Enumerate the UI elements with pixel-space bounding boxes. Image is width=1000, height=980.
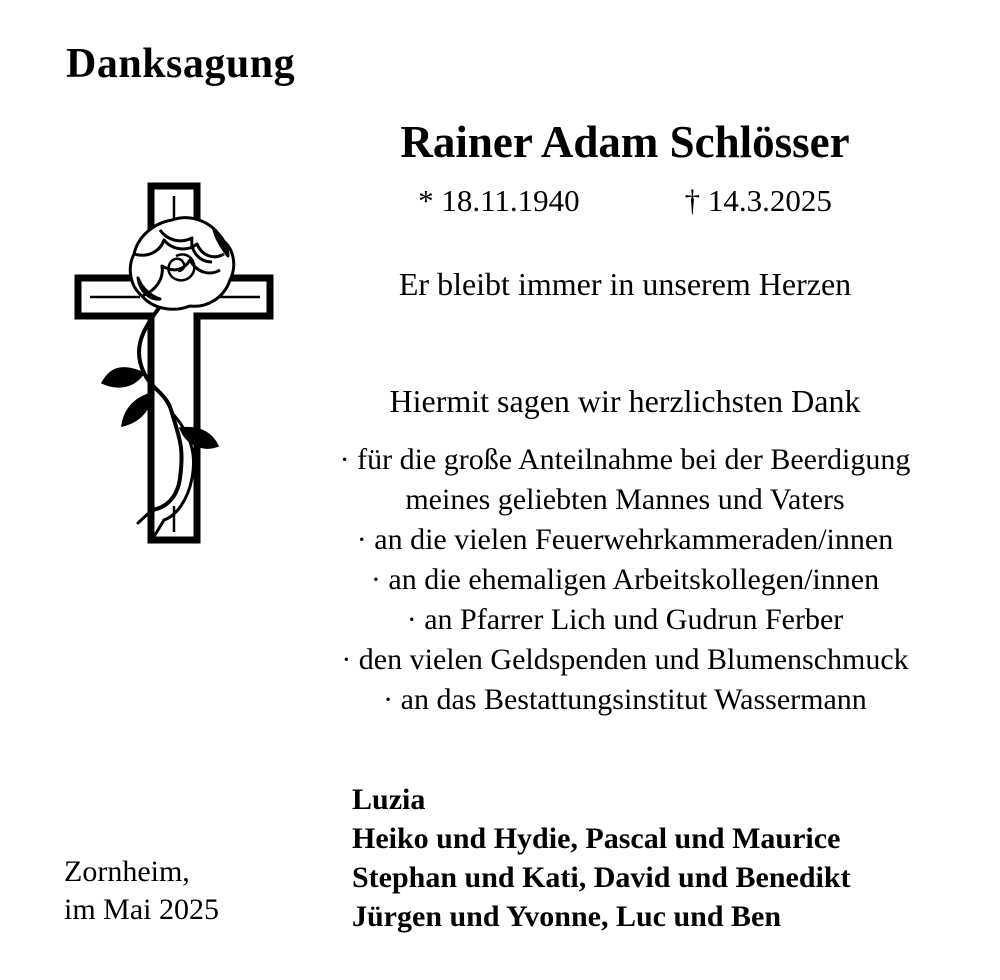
life-dates: [280, 183, 970, 219]
death-date: † 14.3.2025: [684, 183, 832, 218]
thanks-list: [280, 440, 970, 720]
signature-line: Stephan und Kati, David und Benedikt: [352, 861, 851, 894]
thanks-line: · den vielen Geldspenden und Blumenschmuck: [341, 643, 909, 676]
place-line: Zornheim,: [64, 855, 190, 888]
place-date-block: [64, 853, 219, 929]
thanks-line: meines geliebten Mannes und Vaters: [405, 483, 845, 516]
memorial-line: Er bleibt immer in unserem Herzen: [398, 266, 852, 302]
signatures-block: [352, 780, 851, 936]
signature-line: Heiko und Hydie, Pascal und Maurice: [352, 822, 841, 855]
thanks-line: · für die große Anteilnahme bei der Beerdigung: [339, 443, 911, 476]
thanks-heading: Hiermit sagen wir herzlichsten Dank: [389, 383, 861, 419]
signature-line: Jürgen und Yvonne, Luc und Ben: [352, 900, 782, 933]
thanks-line: · an das Bestattungsinstitut Wassermann: [383, 683, 867, 716]
date-line: im Mai 2025: [64, 893, 219, 926]
notice-title: Danksagung: [66, 41, 296, 87]
birth-date: * 18.11.1940: [418, 183, 580, 218]
deceased-name: Rainer Adam Schlösser: [400, 117, 850, 167]
cross-with-rose-icon: [72, 178, 277, 553]
signature-line: Luzia: [352, 783, 426, 816]
thanks-line: · an Pfarrer Lich und Gudrun Ferber: [406, 603, 844, 636]
thanks-line: · an die vielen Feuerwehrkammeraden/innen: [356, 523, 894, 556]
thanks-line: · an die ehemaligen Arbeitskollegen/innen: [370, 563, 880, 596]
